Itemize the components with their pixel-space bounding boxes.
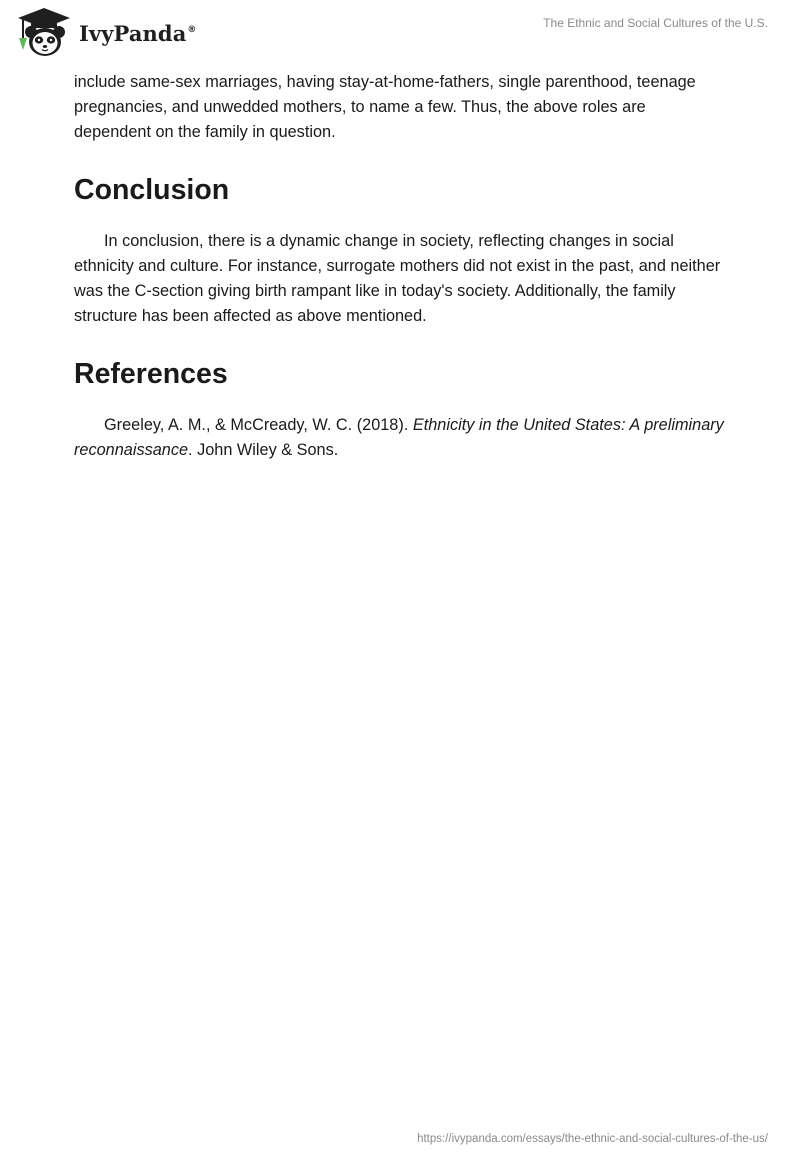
registered-mark: ® [187, 24, 197, 35]
reference-title: Ethnicity in the United States: A preliminary reconnaissance [74, 416, 724, 459]
conclusion-heading: Conclusion [74, 174, 230, 206]
page-header [0, 0, 800, 70]
reference-authors: Greeley, A. M., & McCready, W. C. (2018). [104, 416, 413, 434]
intro-paragraph: include same-sex marriages, having stay-at-home-fathers, single parenthood, teenage pregnancies, and unwedded mothers, to name a few. Thus, the above roles are dependent on the family in question. [74, 73, 696, 141]
conclusion-paragraph: In conclusion, there is a dynamic change in society, reflecting changes in social ethnicity and culture. For instance, surrogate mothers did not exist in the past, and neither was the C-section giving birth rampant like in today's society. Additionally, the family structure has been affected as above mentioned. [74, 232, 721, 325]
reference-entry [74, 413, 724, 463]
essay-content [74, 70, 724, 463]
references-heading: References [74, 358, 228, 390]
logo-wordmark: IvyPanda® [79, 20, 197, 46]
panda-graduate-icon [14, 6, 74, 58]
running-title: The Ethnic and Social Cultures of the U.S. [543, 16, 768, 30]
footer-url[interactable]: https://ivypanda.com/essays/the-ethnic-and-social-cultures-of-the-us/ [417, 1133, 768, 1145]
ivypanda-logo[interactable] [14, 6, 197, 58]
reference-publisher: . John Wiley & Sons. [188, 441, 339, 459]
